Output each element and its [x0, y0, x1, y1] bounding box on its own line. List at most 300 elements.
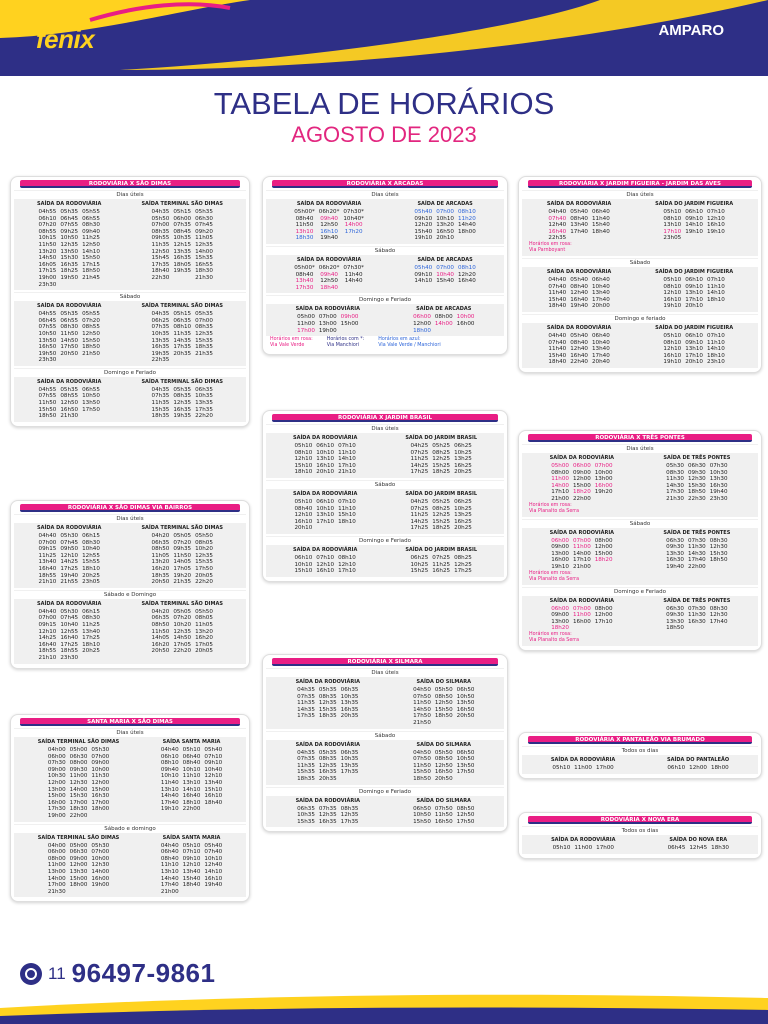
departure-time: 11h50: [434, 812, 453, 819]
direction-column: [663, 529, 730, 571]
direction-columns: [269, 200, 501, 242]
schedule-block: [14, 590, 246, 664]
departure-time: 13h40: [295, 278, 314, 285]
time-column: [667, 765, 685, 772]
departure-time: 05h00*: [294, 209, 315, 215]
departure-time: 09h00: [91, 760, 110, 767]
departure-time: 20h50: [151, 648, 170, 655]
departure-time: 15h40: [548, 296, 567, 303]
schedule-block: [266, 246, 504, 293]
direction-header: SAÍDA DA RODOVIÁRIA: [550, 757, 616, 763]
time-column: [341, 314, 359, 334]
departure-time: 21h55: [60, 579, 79, 586]
direction-header: SAÍDA DA RODOVIÁRIA: [295, 741, 360, 748]
departure-time: 12h50: [456, 812, 475, 819]
direction-header: SAÍDA DA RODOVIÁRIA: [546, 324, 612, 331]
direction-header: SAÍDA DO NOVA ERA: [669, 837, 728, 843]
departure-time: 13h10: [160, 868, 179, 875]
time-grid: [293, 555, 357, 575]
note-via: Via Parnboyant: [529, 247, 566, 253]
direction-column: [551, 836, 615, 852]
departure-time: 16h30: [666, 557, 684, 564]
direction-header: SAÍDA DA RODOVIÁRIA: [37, 525, 102, 531]
time-column: [663, 209, 681, 242]
departure-time: 06h35: [151, 539, 170, 546]
time-column: [711, 765, 729, 772]
departure-time: 08h50: [456, 805, 475, 812]
page-subtitle: AGOSTO DE 2023: [291, 122, 477, 147]
route-note: [525, 571, 755, 583]
day-type-label: Sábado e domingo: [14, 825, 246, 833]
direction-header: SAÍDA DA RODOVIÁRIA: [546, 201, 612, 207]
departure-time: 05h40: [204, 842, 223, 849]
departure-time: 05h40: [414, 209, 433, 215]
departure-time: 05h10: [294, 443, 313, 449]
time-grid: [547, 277, 611, 310]
departure-time: 07h00: [38, 615, 57, 622]
departure-time: 18h55: [60, 648, 79, 655]
departure-time: 08h40: [570, 283, 588, 290]
departure-time: 21h30: [666, 495, 684, 502]
page-title: TABELA DE HORÁRIOS: [213, 86, 555, 121]
departure-time: 07h00: [436, 209, 454, 215]
departure-time: 12h40: [570, 290, 588, 297]
departure-time: 16h10: [204, 793, 223, 800]
departure-time: 06h35: [340, 749, 359, 756]
time-column: [319, 314, 337, 334]
departure-time: 11h00: [572, 544, 591, 551]
note-label: Horários com *:: [326, 337, 365, 343]
departure-time: 19h10: [414, 235, 433, 242]
departure-time: 18h40: [151, 268, 170, 275]
time-grid: [294, 209, 364, 242]
departure-time: 06h35: [195, 386, 213, 393]
departure-time: 08h55: [82, 324, 100, 331]
departure-time: 20h10: [316, 469, 335, 476]
time-column: [454, 499, 472, 532]
route-card-sao-dimas: [10, 176, 250, 427]
departure-time: 06h00: [47, 849, 66, 856]
departure-time: 06h45: [38, 317, 57, 324]
departure-time: 06h50: [413, 805, 431, 812]
time-column: [173, 311, 191, 364]
departure-time: 08h10: [173, 324, 192, 331]
departure-time: 14h10: [82, 248, 100, 255]
departure-time: 12h50: [434, 700, 453, 707]
time-grid: [141, 533, 223, 586]
direction-column: [294, 256, 364, 291]
route-note: [378, 337, 440, 349]
departure-time: 15h35: [195, 559, 213, 566]
direction-columns: [525, 597, 755, 632]
route-notes: [266, 336, 504, 350]
departure-time: 07h45: [60, 539, 79, 546]
departure-time: 21h00: [160, 888, 179, 895]
time-column: [436, 265, 454, 285]
departure-time: 18h20: [551, 625, 569, 632]
departure-time: 17h35: [340, 769, 359, 776]
departure-time: 20h00: [591, 303, 610, 310]
departure-time: 07h45: [60, 615, 79, 622]
route-title: RODOVIÁRIA X SÃO DIMAS: [20, 180, 240, 188]
departure-time: 15h00: [47, 793, 66, 800]
departure-time: 07h00: [195, 317, 213, 324]
departure-time: 22h20: [173, 648, 192, 655]
time-column: [39, 209, 57, 288]
departure-time: 06h00: [572, 463, 591, 469]
header: [0, 0, 768, 76]
departure-time: 12h00: [69, 862, 88, 869]
day-type-label: Dias úteis: [522, 445, 758, 453]
direction-header: SAÍDA DA RODOVIÁRIA: [549, 455, 615, 461]
departure-time: 16h10: [316, 462, 335, 469]
time-column: [195, 533, 213, 586]
direction-column: [296, 305, 360, 334]
departure-time: 18h50: [666, 625, 684, 632]
time-column: [689, 845, 707, 852]
time-grid: [296, 750, 360, 783]
time-column: [39, 311, 57, 364]
departure-time: 19h20: [173, 572, 192, 579]
time-column: [319, 265, 340, 291]
time-column: [173, 387, 191, 420]
departure-time: 08h30: [666, 469, 684, 476]
departure-time: 18h50: [413, 775, 431, 782]
departure-time: 12h00: [47, 779, 66, 786]
departure-time: 12h10: [338, 561, 356, 568]
direction-column: [296, 797, 360, 826]
departure-time: 22h20: [195, 413, 213, 420]
departure-time: 06h45: [60, 215, 79, 222]
direction-header: SAÍDA DA RODOVIÁRIA: [551, 837, 616, 843]
direction-header: SAÍDA DO JARDIM FIGUEIRA: [655, 201, 734, 207]
departure-time: 06h35: [297, 805, 315, 812]
departure-time: 13h40: [204, 779, 223, 786]
departure-time: 06h35: [340, 687, 359, 693]
departure-time: 11h35: [173, 330, 192, 337]
time-column: [295, 499, 313, 532]
departure-time: 11h00: [574, 845, 593, 851]
time-grid: [551, 845, 615, 852]
departure-time: 15h30: [709, 550, 728, 557]
time-column: [458, 209, 476, 242]
departure-time: 09h00: [572, 469, 591, 476]
schedule-block: [14, 514, 246, 588]
departure-time: 08h55: [60, 393, 79, 400]
departure-time: 07h40: [204, 849, 223, 856]
route-title: RODOVIÁRIA X JARDIM BRASIL: [272, 414, 498, 422]
direction-columns: [525, 756, 755, 772]
time-column: [573, 463, 591, 503]
departure-time: 08h40: [182, 760, 201, 767]
direction-column: [414, 200, 475, 242]
direction-header: SAÍDA DO PANTALEÃO: [667, 757, 730, 763]
time-column: [707, 209, 725, 242]
departure-time: 16h25: [454, 462, 472, 469]
departure-time: 11h10: [706, 339, 725, 346]
departure-time: 18h55: [38, 648, 57, 655]
route-card-jardim-brasil: [262, 410, 508, 582]
departure-time: 16h40: [38, 641, 57, 648]
departure-time: 05h10: [294, 498, 313, 505]
departure-time: 13h50: [456, 700, 475, 707]
departure-time: 17h10: [551, 489, 569, 496]
departure-time: 08h50: [434, 693, 453, 700]
time-column: [204, 747, 222, 813]
departure-time: 16h10: [706, 222, 725, 229]
direction-columns: [17, 378, 243, 420]
departure-time: 13h10: [685, 346, 703, 353]
departure-time: 08h05: [195, 615, 213, 622]
departure-time: 18h40: [548, 359, 567, 366]
departure-time: 20h05: [195, 648, 213, 655]
time-column: [454, 555, 472, 575]
departure-time: 16h00: [572, 618, 591, 625]
note-label: Horários em rosa:: [270, 337, 313, 343]
departure-time: 09h00: [340, 314, 359, 321]
departure-time: 16h00: [551, 557, 569, 564]
time-column: [688, 538, 706, 571]
departure-time: 11h40: [591, 215, 610, 222]
direction-column: [655, 200, 733, 242]
departure-time: 11h25: [410, 456, 429, 463]
route-card-arcadas: [262, 176, 508, 355]
direction-column: [296, 678, 360, 727]
time-grid: [655, 209, 733, 242]
departure-time: 13h10: [160, 786, 179, 793]
time-column: [436, 209, 454, 242]
direction-columns: [17, 600, 243, 662]
departure-time: 12h00: [689, 765, 707, 771]
time-grid: [547, 209, 611, 242]
departure-time: 17h40: [160, 799, 179, 806]
departure-time: 05h00*: [294, 264, 315, 271]
departure-time: 13h40: [591, 346, 610, 353]
time-column: [60, 209, 78, 288]
departure-time: 16h40: [38, 565, 57, 572]
departure-time: 10h50: [413, 812, 431, 819]
departure-time: 17h20: [344, 228, 363, 235]
departure-time: 16h50: [436, 228, 454, 235]
departure-time: 07h35: [151, 324, 170, 331]
departure-time: 17h40: [591, 296, 610, 303]
direction-columns: [269, 256, 501, 291]
day-type-label: Sábado: [266, 481, 504, 489]
departure-time: 07h20: [173, 539, 192, 546]
departure-time: 10h35: [195, 393, 213, 400]
departure-time: 15h30: [687, 482, 706, 489]
departure-time: 22h30: [151, 274, 170, 281]
time-column: [663, 333, 681, 366]
departure-time: 19h10: [663, 303, 682, 310]
departure-time: 09h50: [60, 546, 79, 553]
time-column: [435, 314, 453, 334]
time-column: [413, 687, 431, 727]
note-label: Horários em rosa:: [529, 570, 572, 576]
schedule-block: [14, 824, 246, 898]
time-column: [82, 609, 100, 662]
departure-time: 09h30: [687, 469, 706, 476]
departure-time: 06h40: [591, 332, 610, 339]
time-grid: [413, 687, 474, 727]
departure-time: 11h00: [551, 476, 569, 483]
day-type-label: Sábado: [522, 259, 758, 267]
departure-time: 15h40: [548, 352, 567, 359]
departure-time: 12h35: [318, 812, 337, 819]
departure-time: 17h30: [295, 284, 314, 291]
time-grid: [38, 747, 120, 820]
departure-time: 11h25: [38, 552, 57, 559]
time-column: [457, 687, 475, 727]
time-column: [570, 209, 588, 242]
day-type-label: Dias úteis: [14, 515, 246, 523]
time-grid: [141, 311, 223, 364]
departure-time: 08h50: [151, 546, 170, 553]
departure-time: 13h40: [82, 628, 100, 635]
departure-time: 17h05: [173, 565, 192, 572]
departure-time: 17h40: [709, 618, 728, 625]
departure-time: 16h10: [294, 518, 313, 525]
departure-time: 05h50: [151, 215, 170, 222]
departure-time: 15h40: [182, 875, 201, 882]
departure-time: 21h50: [82, 350, 100, 357]
departure-time: 17h00: [47, 882, 66, 889]
departure-time: 10h40: [204, 766, 223, 773]
departure-time: 20h35: [318, 775, 337, 782]
departure-time: 09h00: [69, 855, 88, 862]
departure-time: 16h50: [60, 406, 79, 413]
direction-header: SAÍDA DA RODOVIÁRIA: [549, 529, 615, 536]
departure-time: 17h30: [666, 489, 684, 496]
departure-time: 18h40: [591, 228, 610, 235]
departure-time: 04h35: [297, 687, 315, 693]
departure-time: 18h25: [60, 268, 79, 275]
departure-time: 06h00: [413, 314, 431, 321]
note-via: Via Vale Verde: [270, 343, 305, 349]
time-column: [294, 265, 315, 291]
time-column: [551, 606, 569, 632]
direction-column: [413, 678, 474, 727]
departure-time: 19h00: [91, 882, 110, 889]
departure-time: 13h40: [38, 559, 57, 566]
departure-time: 08h10: [457, 209, 476, 215]
schedule-block: [14, 728, 246, 822]
departure-time: 07h00: [91, 849, 110, 856]
direction-columns: [269, 741, 501, 783]
departure-time: 17h25: [410, 525, 429, 532]
departure-time: 17h15: [82, 261, 100, 268]
departure-time: 15h30: [60, 255, 79, 262]
departure-time: 18h50: [687, 489, 706, 496]
time-grid: [550, 463, 614, 503]
direction-column: [141, 200, 223, 288]
time-column: [548, 209, 566, 242]
departure-time: 17h50: [456, 818, 475, 825]
time-column: [297, 687, 315, 720]
route-card-jardim-figueira: [518, 176, 762, 373]
departure-time: 10h00: [91, 855, 110, 862]
direction-header: SAÍDA DA RODOVIÁRIA: [549, 597, 615, 604]
schedule-block: [522, 258, 758, 312]
departure-time: 19h40: [666, 563, 684, 570]
departure-time: 19h20: [594, 489, 613, 496]
time-column: [570, 277, 588, 310]
time-grid: [414, 265, 475, 285]
departure-time: 22h30: [687, 495, 706, 502]
departure-time: 10h25: [410, 561, 429, 568]
departure-time: 04h50: [413, 749, 431, 756]
departure-time: 23h05: [663, 235, 682, 242]
route-title: RODOVIÁRIA X JARDIM FIGUEIRA - JARDIM DAS AVES: [528, 180, 752, 188]
departure-time: 22h00: [572, 495, 591, 502]
time-grid: [413, 750, 474, 783]
departure-time: 14h10: [414, 278, 433, 285]
time-grid: [414, 209, 475, 242]
time-grid: [663, 538, 730, 571]
departure-time: 12h30: [91, 862, 110, 869]
departure-time: 05h10: [182, 842, 201, 849]
departure-time: 20h50: [151, 579, 170, 586]
direction-column: [141, 302, 223, 364]
departure-time: 21h30: [60, 413, 79, 420]
departure-time: 12h45: [689, 845, 708, 851]
departure-time: 07h45: [195, 222, 213, 229]
day-type-label: Sábado: [14, 293, 246, 301]
departure-time: 06h35: [151, 615, 170, 622]
departure-time: 12h10: [204, 773, 223, 780]
departure-time: 11h50: [60, 330, 79, 337]
time-column: [668, 845, 686, 852]
departure-time: 10h40: [436, 271, 454, 278]
departure-time: 08h40: [570, 215, 588, 222]
time-column: [39, 387, 57, 420]
departure-time: 05h35: [60, 311, 79, 318]
departure-time: 09h30: [69, 766, 88, 773]
departure-time: 11h25: [82, 621, 100, 628]
direction-columns: [525, 268, 755, 310]
time-column: [204, 843, 222, 896]
time-column: [432, 555, 450, 575]
time-column: [595, 463, 613, 503]
departure-time: 18h50: [434, 713, 453, 720]
time-column: [457, 314, 475, 334]
schedule-block: [266, 731, 504, 785]
departure-time: 19h50: [38, 350, 57, 357]
departure-time: 15h50: [38, 406, 57, 413]
time-column: [91, 747, 109, 820]
direction-column: [550, 454, 614, 503]
departure-time: 18h35: [318, 713, 337, 720]
time-grid: [413, 806, 474, 826]
departure-time: 17h00: [595, 765, 614, 771]
contact-phone: [20, 958, 215, 989]
route-title: RODOVIÁRIA X SÃO DIMAS VIA BAIRROS: [20, 504, 240, 512]
direction-column: [547, 324, 611, 366]
time-column: [343, 209, 364, 242]
departure-time: 09h40: [160, 766, 179, 773]
departure-time: 14h10: [685, 222, 703, 229]
departure-time: 12h35: [195, 241, 213, 248]
departure-time: 16h50: [434, 818, 453, 825]
departure-time: 13h40: [182, 868, 201, 875]
direction-columns: [525, 529, 755, 571]
departure-time: 13h35: [340, 762, 359, 769]
day-type-label: Sábado: [266, 732, 504, 740]
time-column: [39, 609, 57, 662]
departure-time: 06h10: [685, 276, 703, 283]
route-card-sao-dimas-via-bairros: [10, 500, 250, 669]
time-column: [60, 609, 78, 662]
